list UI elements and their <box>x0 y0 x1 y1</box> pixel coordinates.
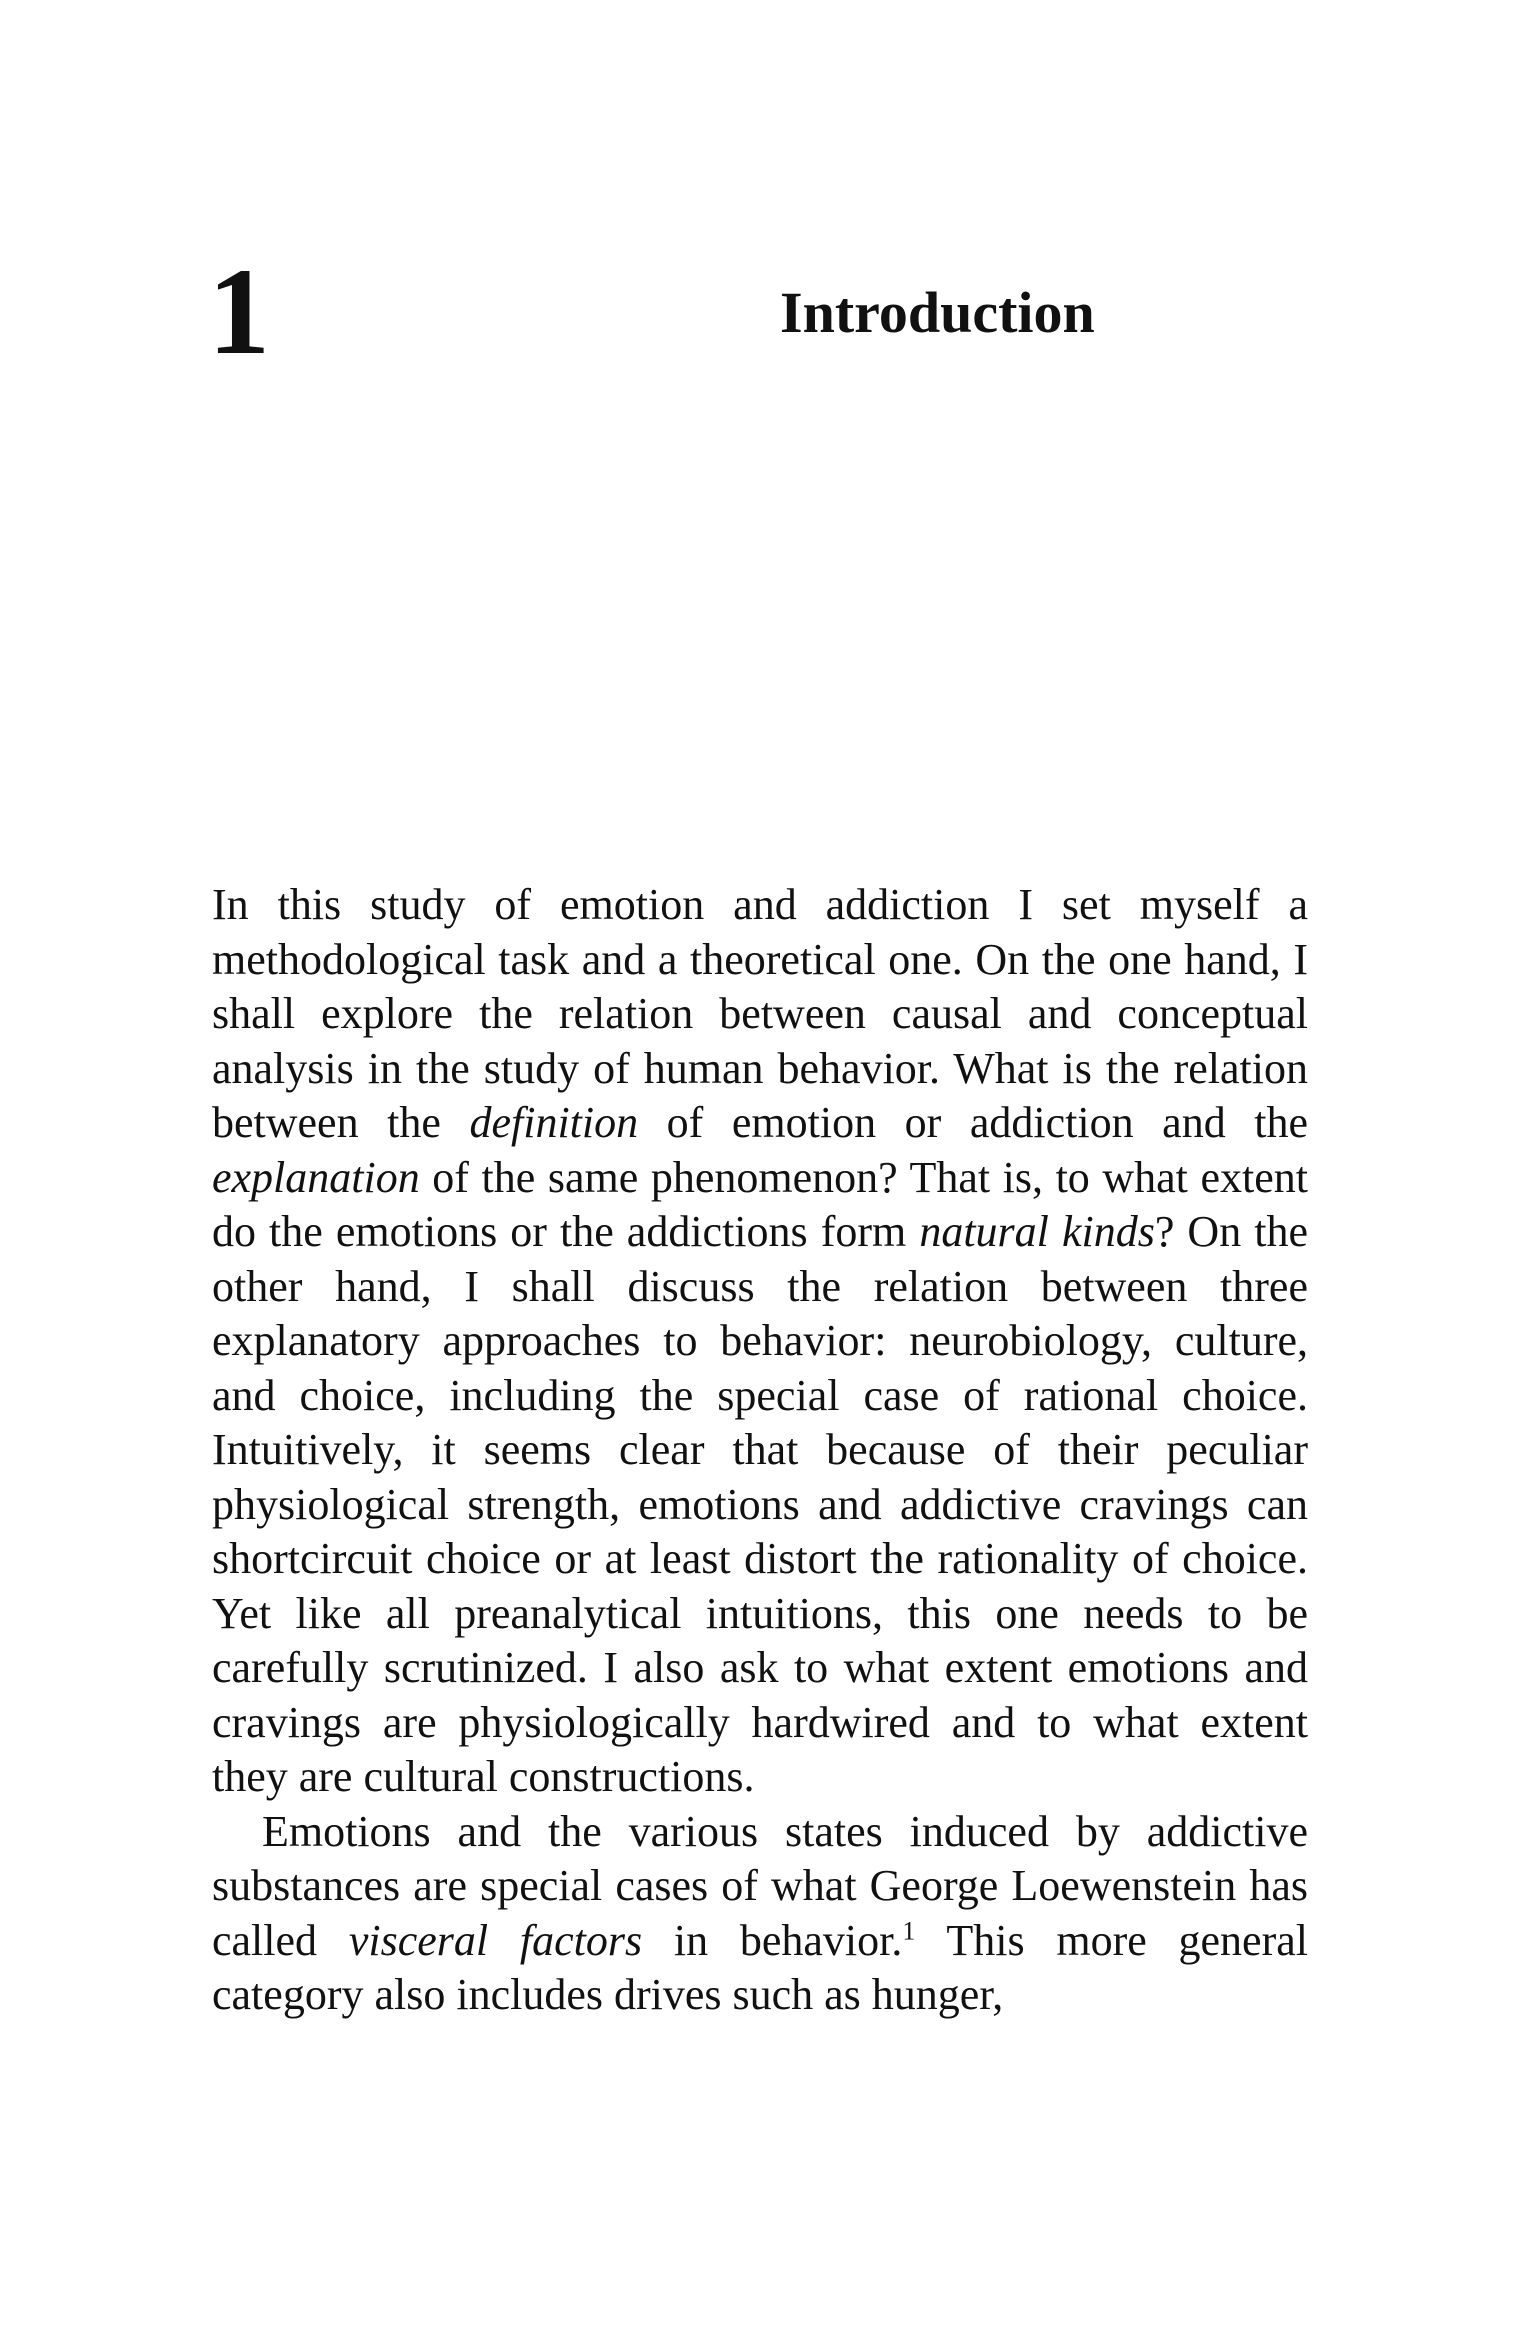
emphasis-definition: definition <box>469 1098 639 1147</box>
chapter-title: Introduction <box>780 280 1095 345</box>
paragraph-1-text-3: of the same phenomenon? That is, to what extent do the emotions or the addictions form <box>212 1152 1308 1256</box>
paragraph-1-text-4: ? On the other hand, I shall discuss the relation between three explanatory approaches to behavior: neurobiology, culture, and choice, including the special case of rational choice. Intuitively, it seems clear that because of their peculiar physiological strength, emotions and addictive cravings can shortcircuit choice or at least distort the rationality of choice. Yet like all preanalytical intuitions, this one needs to be carefully scrutinized. I also ask to what extent emotions and cravings are physiologically hardwired and to what extent they are cultural constructions. <box>212 1207 1309 1801</box>
paragraph-2-text-1: Emotions and the various states induced by addictive substances are special cases of what George Loewenstein has called <box>212 1806 1308 1965</box>
emphasis-explanation: explanation <box>212 1152 420 1202</box>
emphasis-natural-kinds: natural kinds <box>919 1207 1155 1256</box>
paragraph-1-text-1: In this study of emotion and addiction I set myself a methodological task and a theoretical one. On the one hand, I shall explore the relation between causal and conceptual analysis in the study of human behavior. What is the relation between the <box>212 880 1308 1147</box>
paragraph-2-text-2: in behavior. <box>642 1915 903 1965</box>
body-text <box>212 878 1308 2023</box>
emphasis-visceral-factors: visceral factors <box>348 1915 643 1965</box>
paragraph-2 <box>212 1805 1308 2023</box>
paragraph-1-text-2: of emotion or addiction and the <box>638 1098 1308 1147</box>
paragraph-1 <box>212 878 1308 1805</box>
paragraph-2-text-3: This more general category also includes drives such as hunger, <box>212 1915 1308 2019</box>
footnote-marker[interactable]: 1 <box>902 1915 916 1945</box>
chapter-number: 1 <box>208 243 270 380</box>
